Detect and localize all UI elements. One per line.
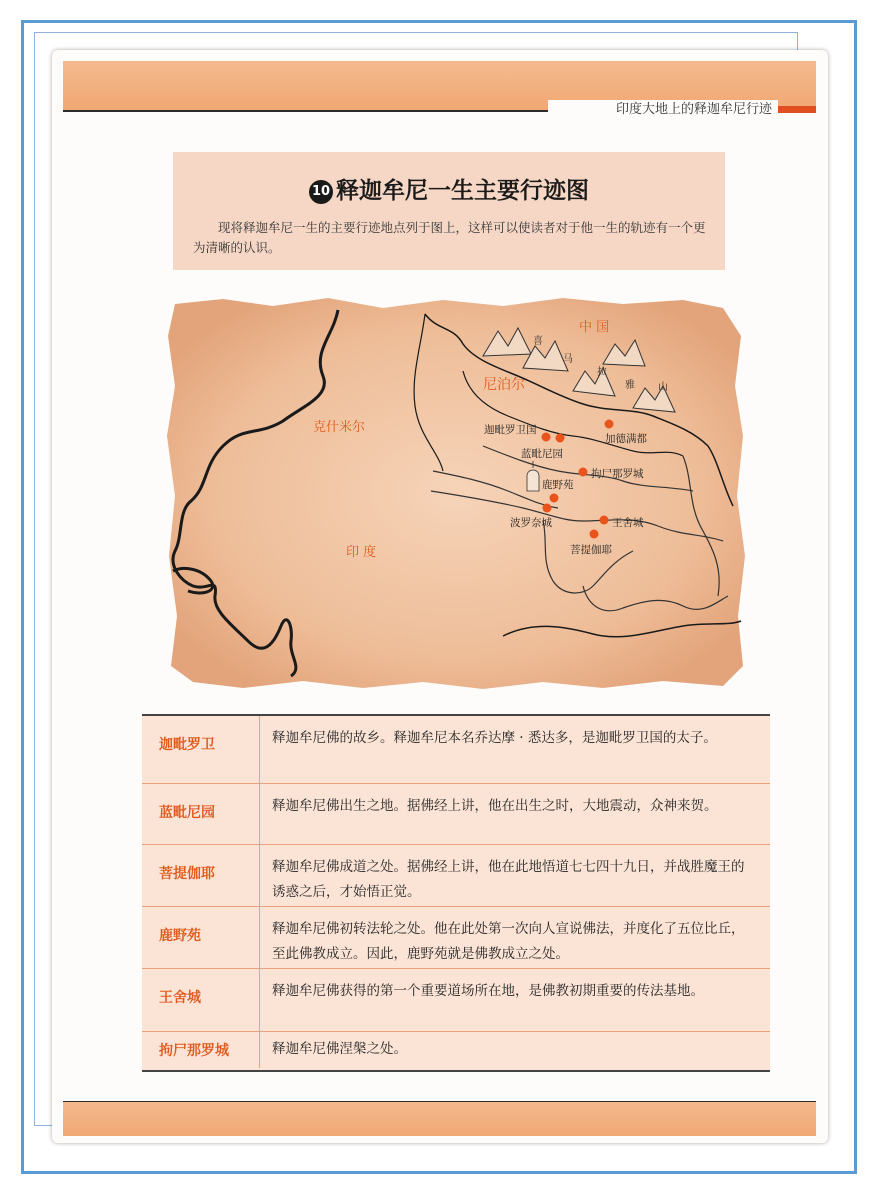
table-row xyxy=(142,845,770,907)
mountain-char-5: 山 xyxy=(658,382,668,393)
places-table xyxy=(142,714,770,1072)
label-kashmir: 克什米尔 xyxy=(313,420,366,435)
dot-kushinagar xyxy=(579,468,588,477)
place-name: 蓝毗尼园 xyxy=(142,784,260,844)
place-desc: 释迦牟尼佛的故乡。释迦牟尼本名乔达摩 · 悉达多，是迦毗罗卫国的太子。 xyxy=(272,730,717,746)
label-china: 中 国 xyxy=(579,320,610,335)
dot-rajagriha xyxy=(600,516,609,525)
city-varanasi: 波罗奈城 xyxy=(510,517,552,529)
place-name: 王舍城 xyxy=(142,969,260,1031)
page-title xyxy=(173,172,725,205)
city-sarnath: 鹿野苑 xyxy=(542,479,574,491)
mountain-char-3: 拉 xyxy=(597,367,607,378)
dot-kathmandu xyxy=(605,420,614,429)
place-desc: 释迦牟尼佛出生之地。据佛经上讲，他在出生之时，大地震动，众神来贺。 xyxy=(272,798,718,814)
place-name: 鹿野苑 xyxy=(142,907,260,968)
place-desc: 释迦牟尼佛成道之处。据佛经上讲，他在此地悟道七七四十九日，并战胜魔王的诱惑之后，才始悟正觉。 xyxy=(272,859,745,900)
dot-lumbini xyxy=(556,434,565,443)
place-name: 菩提伽耶 xyxy=(142,845,260,906)
place-desc: 释迦牟尼佛初转法轮之处。他在此处第一次向人宣说佛法，并度化了五位比丘，至此佛教成立。因此，鹿野苑就是佛教成立之处。 xyxy=(272,921,745,962)
map-graphic xyxy=(163,296,748,691)
dot-varanasi xyxy=(543,504,552,513)
table-row xyxy=(142,716,770,784)
dot-bodhgaya xyxy=(590,530,599,539)
table-row xyxy=(142,784,770,845)
running-header: 印度大地上的释迦牟尼行迹 xyxy=(548,100,778,120)
city-kushinagar: 拘尸那罗城 xyxy=(591,468,644,480)
table-row xyxy=(142,907,770,969)
city-rajagriha: 王舍城 xyxy=(612,517,644,529)
title-number-badge: 10 xyxy=(309,180,333,204)
dot-sarnath xyxy=(550,494,559,503)
place-name: 拘尸那罗城 xyxy=(142,1032,260,1068)
mountain-char-2: 马 xyxy=(563,354,573,365)
intro-paragraph: 现将释迦牟尼一生的主要行迹地点列于图上，这样可以使读者对于他一生的轨迹有一个更为清晰的认识。 xyxy=(193,220,706,255)
city-lumbini: 蓝毗尼园 xyxy=(521,448,563,460)
place-name: 迦毗罗卫 xyxy=(142,716,260,783)
table-row xyxy=(142,969,770,1032)
label-india: 印 度 xyxy=(346,545,377,560)
header-accent-bar xyxy=(778,106,816,113)
place-desc: 释迦牟尼佛涅槃之处。 xyxy=(272,1041,407,1057)
mountain-char-1: 喜 xyxy=(533,336,543,347)
mountain-char-4: 雅 xyxy=(625,380,635,391)
title-text: 释迦牟尼一生主要行迹图 xyxy=(336,177,589,204)
table-row xyxy=(142,1032,770,1068)
label-nepal: 尼泊尔 xyxy=(483,377,525,393)
dot-kapilavastu xyxy=(542,433,551,442)
city-kapilavastu: 迦毗罗卫国 xyxy=(484,424,537,436)
city-bodhgaya: 菩提伽耶 xyxy=(570,544,612,556)
place-desc: 释迦牟尼佛获得的第一个重要道场所在地，是佛教初期重要的传法基地。 xyxy=(272,983,704,999)
title-box xyxy=(173,152,725,270)
route-map xyxy=(163,296,748,691)
city-kathmandu: 加德满都 xyxy=(605,433,647,445)
bottom-color-band xyxy=(63,1102,816,1136)
